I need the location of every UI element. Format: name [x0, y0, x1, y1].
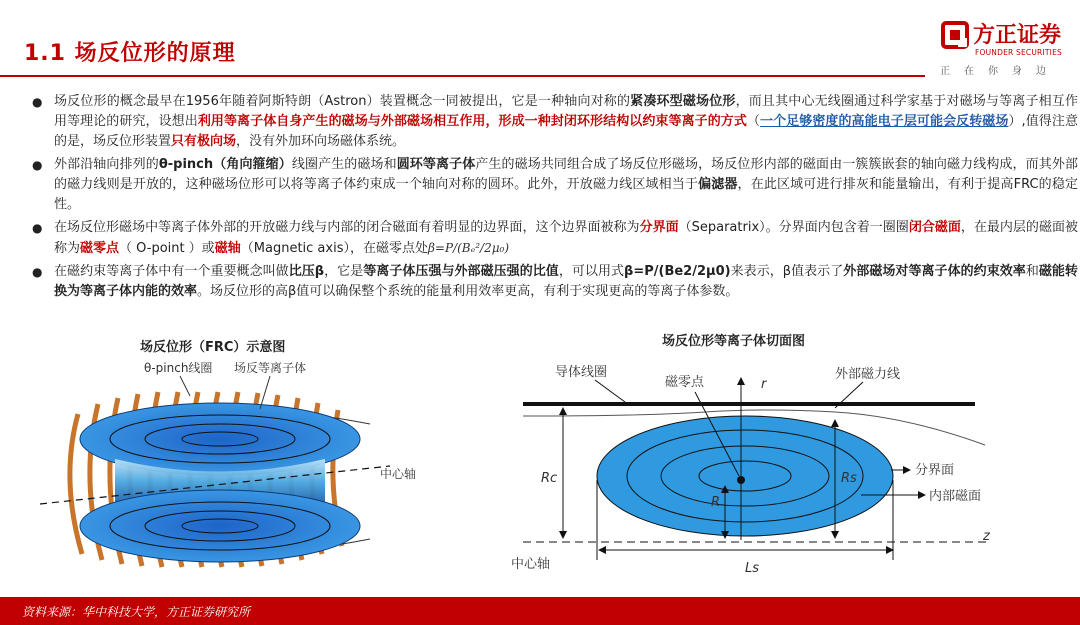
- page-title: 1.1 场反位形的原理: [24, 41, 236, 66]
- bullet-text-segment: ，可以用式: [558, 264, 625, 279]
- bullet-text-segment: 偏滤器: [698, 177, 738, 192]
- logo-en-text: FOUNDER SECURITIES: [975, 48, 1062, 57]
- plasma-ring-lower: [80, 490, 360, 562]
- bullet-text-segment: 比压β: [288, 264, 325, 279]
- fig2-label-axis: 中心轴: [511, 557, 551, 572]
- bullet-text-segment: 在磁约束等离子体中有一个重要概念叫做: [54, 264, 289, 279]
- fig2-label-rc: Rc: [541, 471, 558, 486]
- fig2-label-coil: 导体线圈: [555, 365, 608, 380]
- bullet-text-segment: 磁轴: [214, 241, 241, 256]
- bullet-text-segment: （ O-point ）或: [119, 241, 215, 256]
- bullet-text-segment: 圆环等离子体: [396, 157, 476, 172]
- formula-overlay: β=P/(Bₑ²/2μ₀): [427, 241, 510, 255]
- bullet-dot-icon: ●: [32, 265, 43, 279]
- bullet-item: [30, 155, 1078, 215]
- bullet-text-segment: ，在最内层的磁面被称为: [54, 220, 1078, 256]
- bullet-text-segment: 场反位形的概念最早在1956年随着阿斯特朗（Astron）装置概念一同被提出，它是一种轴向对称的: [54, 94, 631, 109]
- bullet-text-segment: 磁能转换为等离子体内能的效率: [54, 264, 1078, 299]
- fig2-label-external: 外部磁力线: [835, 367, 901, 382]
- bullet-text-segment: ，而且其中心无线圈通过科学家基于对磁场与等离子相互作用等理论的研究，设想出: [54, 94, 1078, 129]
- fig2-label-rs: Rs: [841, 471, 857, 486]
- figure1-title: 场反位形（FRC）示意图: [140, 340, 286, 355]
- bullet-text-segment: 利用等离子体自身产生的磁场与外部磁场相互作用，形成一种封闭环形结构以约束等离子的方式: [197, 114, 747, 129]
- fig2-label-inner: 内部磁面: [929, 489, 982, 504]
- bullet-text-segment: 外部磁场对等离子体的约束效率: [843, 264, 1026, 279]
- bullet-text-segment: 产生的磁场共同组合成了场反位形磁场，场反位形内部的磁面由一簇簇嵌套的轴向磁力线构成，而其外部的磁力线则是开放的，这种磁场位形可以将等离子体约束成一个轴向对称的圆环。此外，开放磁力线区域相当于: [54, 157, 1078, 192]
- bullet-text-segment: 外部沿轴向排列的: [54, 157, 159, 172]
- bullet-item: [30, 218, 1078, 259]
- bullet-dot-icon: ●: [32, 95, 43, 109]
- bullet-text-segment: 在场反位形磁场中等离子体外部的开放磁力线与内部的闭合磁面有着明显的边界面，这个边界面被称为: [54, 220, 640, 235]
- logo-cn-text: 方正证券: [973, 23, 1062, 48]
- bullet-list: [30, 92, 1078, 305]
- bullet-text-segment: 等离子体压强与外部磁压强的比值: [363, 264, 559, 279]
- fig1-leader-plasma: [260, 376, 270, 409]
- fig1-leader-coil: [180, 376, 190, 396]
- bullet-text-segment: 。场反位形的高β值可以确保整个系统的能量利用效率更高，有利于实现更高的等离子体参数。: [197, 284, 739, 299]
- fig2-label-ls: Ls: [745, 561, 760, 576]
- bullet-text-segment: 闭合磁面: [908, 220, 961, 235]
- bullet-text-segment: β=P/(Be2/2μ0): [624, 264, 731, 279]
- bullet-text-segment: θ-pinch（角向箍缩）: [158, 157, 292, 172]
- title-divider: [0, 75, 925, 77]
- bullet-text-segment: 来表示，β值表示了: [730, 264, 844, 279]
- logo-mark-icon: [940, 20, 970, 50]
- bullet-text-segment: （Separatrix）。分界面内包含着一圈圈: [678, 220, 909, 235]
- company-logo: [940, 18, 1070, 76]
- frc-schematic-figure: [20, 354, 440, 596]
- bullet-text-segment: （Magnetic axis），在磁零点处: [240, 241, 428, 256]
- logo-slogan: 正在你身边: [940, 66, 1060, 77]
- bullet-dot-icon: ●: [32, 221, 43, 235]
- bullet-item: [30, 262, 1078, 302]
- fig1-label-axis: 中心轴: [380, 467, 417, 481]
- bullet-text-segment: 线圈产生的磁场和: [291, 157, 397, 172]
- bullet-text-segment: ，它是: [324, 264, 364, 279]
- fig1-label-coil: θ-pinch线圈: [144, 361, 213, 375]
- source-note: 资料来源：华中科技大学，方正证券研究所: [22, 605, 251, 619]
- fig1-label-plasma: 场反等离子体: [234, 361, 307, 375]
- bullet-dot-icon: ●: [32, 158, 43, 172]
- fig2-label-separatrix: 分界面: [915, 463, 955, 478]
- bullet-text-segment: ，在此区域可进行排灰和能量输出，有利于提高FRC的稳定性。: [54, 177, 1078, 212]
- bullet-text-segment: ，没有外加环向场磁体系统。: [236, 134, 406, 149]
- bullet-text-segment: ）,值得注意的是，场反位形装置: [54, 114, 1078, 149]
- bullet-text-segment: 分界面: [639, 220, 679, 235]
- fig2-label-z: z: [983, 529, 990, 544]
- bullet-text-segment: 一个足够密度的高能电子层可能会反转磁场: [760, 114, 1009, 129]
- fig2-label-R: R: [711, 495, 721, 510]
- leader-coil: [595, 380, 625, 402]
- bullet-item: [30, 92, 1078, 152]
- figure2-title: 场反位形等离子体切面图: [662, 334, 806, 349]
- bullet-text-segment: 紧凑环型磁场位形: [630, 94, 736, 109]
- bullet-text-segment: （: [746, 114, 761, 129]
- bullet-text-segment: 磁零点: [80, 241, 120, 256]
- fig2-label-r: r: [761, 377, 767, 392]
- bullet-text-segment: 和: [1025, 264, 1039, 279]
- frc-cross-section-figure: [505, 350, 1010, 595]
- fig2-label-null: 磁零点: [665, 375, 705, 390]
- bullet-text-segment: 只有极向场: [171, 134, 237, 149]
